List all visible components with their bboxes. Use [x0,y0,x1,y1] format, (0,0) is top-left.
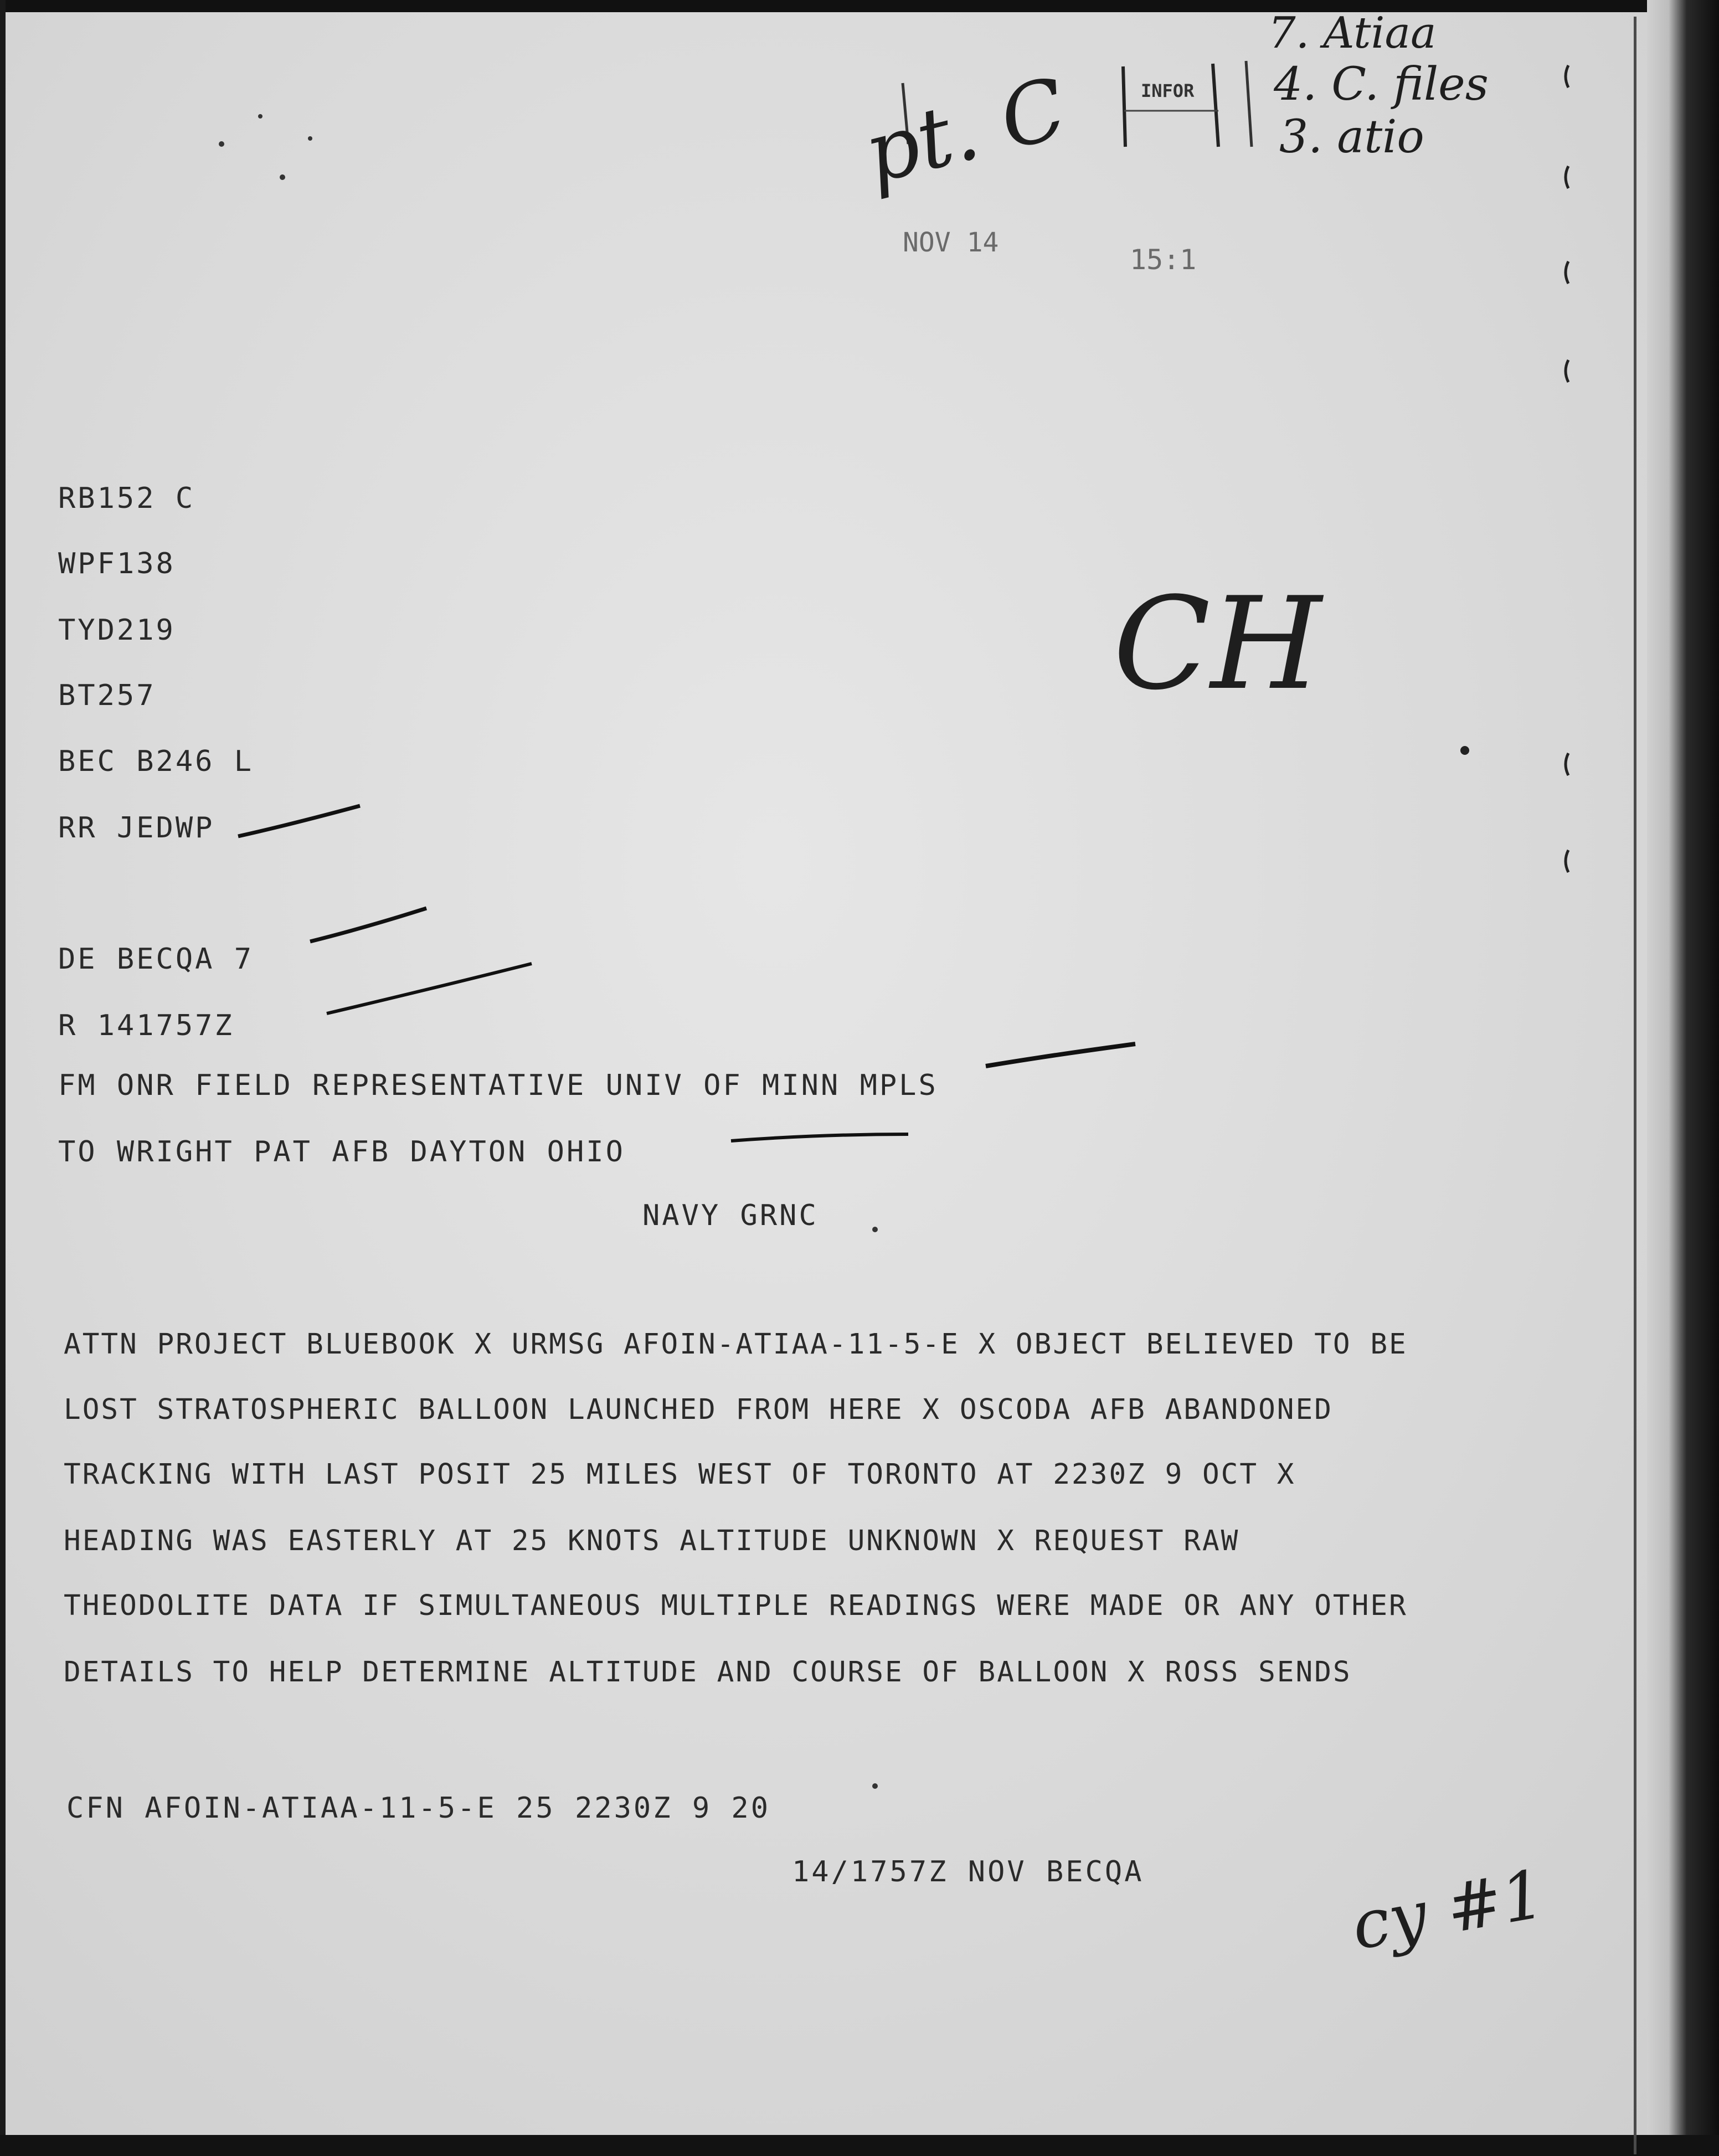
routing-entry: 7. Atiaa [1268,8,1437,58]
cfn-line: CFN AFOIN-ATIAA-11-5-E 25 2230Z 9 20 [66,1792,771,1825]
header-code: TYD219 [58,614,176,647]
message-body-line: HEADING WAS EASTERLY AT 25 KNOTS ALTITUDE UNKNOWN X REQUEST RAW [64,1525,1240,1557]
handwritten-initials: pt. C [855,60,1076,203]
header-code: RR JEDWP [58,811,215,845]
copy-number-mark: cy #1 [1346,1855,1551,1965]
receipt-stamp-time: 15:1 [1130,244,1197,276]
handwritten-mark: CH [1113,570,1322,718]
message-body-line: ATTN PROJECT BLUEBOOK X URMSG AFOIN-ATIAA-11-5-E X OBJECT BELIEVED TO BE [64,1328,1408,1361]
closing-dtg: 14/1757Z NOV BECQA [792,1855,1144,1889]
info-addressee: NAVY GRNC [642,1199,819,1232]
message-body-line: TRACKING WITH LAST POSIT 25 MILES WEST OF TORONTO AT 2230Z 9 OCT X [64,1458,1296,1491]
routing-entry: 3. atio [1279,111,1424,163]
header-code: RB152 C [58,482,195,515]
message-body-line: DETAILS TO HELP DETERMINE ALTITUDE AND COURSE OF BALLOON X ROSS SENDS [64,1656,1352,1689]
from-line: FM ONR FIELD REPRESENTATIVE UNIV OF MINN MPLS [58,1069,938,1102]
to-line: TO WRIGHT PAT AFB DAYTON OHIO [58,1135,625,1169]
message-body-line: LOST STRATOSPHERIC BALLOON LAUNCHED FROM HERE X OSCODA AFB ABANDONED [64,1393,1333,1426]
receipt-stamp-date: NOV 14 [903,227,999,258]
date-time-group: R 141757Z [58,1009,234,1042]
header-code: BEC B246 L [58,745,254,778]
header-code: BT257 [58,679,156,712]
routing-de-line: DE BECQA 7 [58,943,254,976]
message-body-line: THEODOLITE DATA IF SIMULTANEOUS MULTIPLE READINGS WERE MADE OR ANY OTHER [64,1589,1408,1622]
header-code: WPF138 [58,547,176,580]
routing-entry: 4. C. files [1274,58,1489,111]
routing-info-label: INFOR [1141,80,1195,101]
